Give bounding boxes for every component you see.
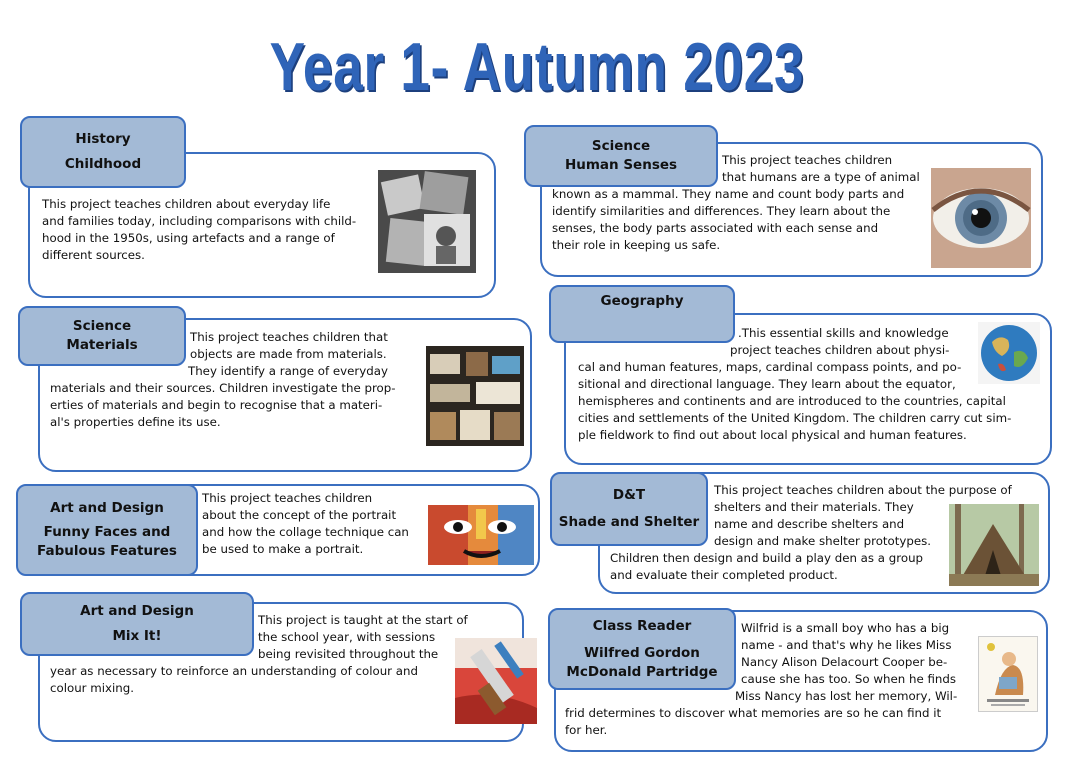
science-materials-text [50, 329, 396, 431]
text-line: materials and their sources. Children investigate the prop- [50, 381, 396, 395]
text-line: hemispheres and continents and are introduced to the countries, capital [578, 394, 1006, 408]
text-line: known as a mammal. They name and count body parts and [552, 187, 905, 201]
text-line: different sources. [42, 248, 145, 262]
text-line: Children then design and build a play den as a group [610, 551, 924, 565]
text-line: Nancy Alison Delacourt Cooper be- [741, 655, 948, 669]
geography-text [578, 325, 1011, 444]
globe-image [978, 322, 1040, 384]
heading-line: Childhood [64, 156, 142, 172]
heading-line: Wilfred Gordon [584, 644, 700, 661]
art-faces-text [202, 490, 409, 558]
history-heading [20, 116, 186, 188]
heading-line: Art and Design [50, 500, 164, 516]
heading-line: Science [72, 318, 132, 334]
text-line: being revisited throughout the [258, 647, 439, 661]
text-line: the school year, with sessions [258, 630, 436, 644]
text-line: .This essential skills and knowledge [738, 326, 949, 340]
text-line: Miss Nancy has lost her memory, Wil- [735, 689, 958, 703]
science-senses-text [552, 152, 920, 254]
text-line: cal and human features, maps, cardinal compass points, and po- [578, 360, 962, 374]
text-line: be used to make a portrait. [202, 542, 364, 556]
text-line: name and describe shelters and [714, 517, 905, 531]
heading-line: Funny Faces and [43, 524, 171, 540]
heading-line: Materials [66, 337, 138, 353]
text-line: This project teaches children that [190, 330, 388, 344]
text-line: name - and that's why he likes Miss [741, 638, 952, 652]
heading-line: Science [591, 138, 651, 154]
heading-line: Geography [600, 293, 684, 309]
text-line: and how the collage technique can [202, 525, 409, 539]
text-line: design and make shelter prototypes. [714, 534, 931, 548]
text-line: colour mixing. [50, 681, 135, 695]
heading-line: D&T [612, 487, 646, 503]
text-line: for her. [565, 723, 608, 737]
text-line: ple fieldwork to find out about local physical and human features. [578, 428, 967, 442]
text-line: This project is taught at the start of [258, 613, 468, 627]
heading-line: Art and Design [80, 603, 194, 619]
text-line: frid determines to discover what memories are so he can find it [565, 706, 942, 720]
heading-line: Fabulous Features [37, 543, 177, 559]
art-mix-text [50, 612, 468, 697]
old-photos-image [378, 170, 476, 273]
text-line: This project teaches children about everyday life [42, 197, 331, 211]
text-line: sitional and directional language. They learn about the equator, [578, 377, 956, 391]
text-line: their role in keeping us safe. [552, 238, 721, 252]
text-line: project teaches children about physi- [730, 343, 950, 357]
collage-face-image [428, 505, 534, 565]
text-line: cities and settlements of the United Kingdom. The children carry cut sim- [578, 411, 1012, 425]
text-line: This project teaches children [722, 153, 893, 167]
text-line: cause she has too. So when he finds [741, 672, 957, 686]
eye-image [931, 168, 1031, 268]
text-line: This project teaches children [202, 491, 373, 505]
book-cover-image [978, 636, 1038, 712]
heading-line: Class Reader [592, 617, 692, 634]
heading-line: Mix It! [112, 628, 162, 644]
text-line: senses, the body parts associated with each sense and [552, 221, 879, 235]
text-line: and evaluate their completed product. [610, 568, 838, 582]
text-line: about the concept of the portrait [202, 508, 397, 522]
history-text [42, 196, 356, 264]
materials-shelf-image [426, 346, 524, 446]
text-line: Wilfrid is a small boy who has a big [741, 621, 950, 635]
text-line: erties of materials and begin to recognise that a materi- [50, 398, 383, 412]
den-shelter-image [949, 504, 1039, 586]
text-line: This project teaches children about the purpose of [714, 483, 1012, 497]
heading-line: Shade and Shelter [558, 514, 700, 530]
heading-line: McDonald Partridge [566, 663, 718, 680]
text-line: identify similarities and differences. They learn about the [552, 204, 891, 218]
text-line: They identify a range of everyday [188, 364, 388, 378]
text-line: year as necessary to reinforce an understanding of colour and [50, 664, 418, 678]
text-line: al's properties define its use. [50, 415, 221, 429]
text-line: shelters and their materials. They [714, 500, 914, 514]
text-line: that humans are a type of animal [722, 170, 920, 184]
heading-line: History [75, 131, 131, 147]
class-reader-text [565, 620, 957, 739]
paintbrush-image [455, 638, 537, 724]
text-line: objects are made from materials. [190, 347, 387, 361]
text-line: and families today, including comparisons with child- [42, 214, 357, 228]
text-line: hood in the 1950s, using artefacts and a range of [42, 231, 335, 245]
page-title: Year 1- Autumn 2023 [269, 29, 805, 105]
heading-line: Human Senses [564, 157, 678, 173]
art-faces-heading [16, 484, 198, 576]
